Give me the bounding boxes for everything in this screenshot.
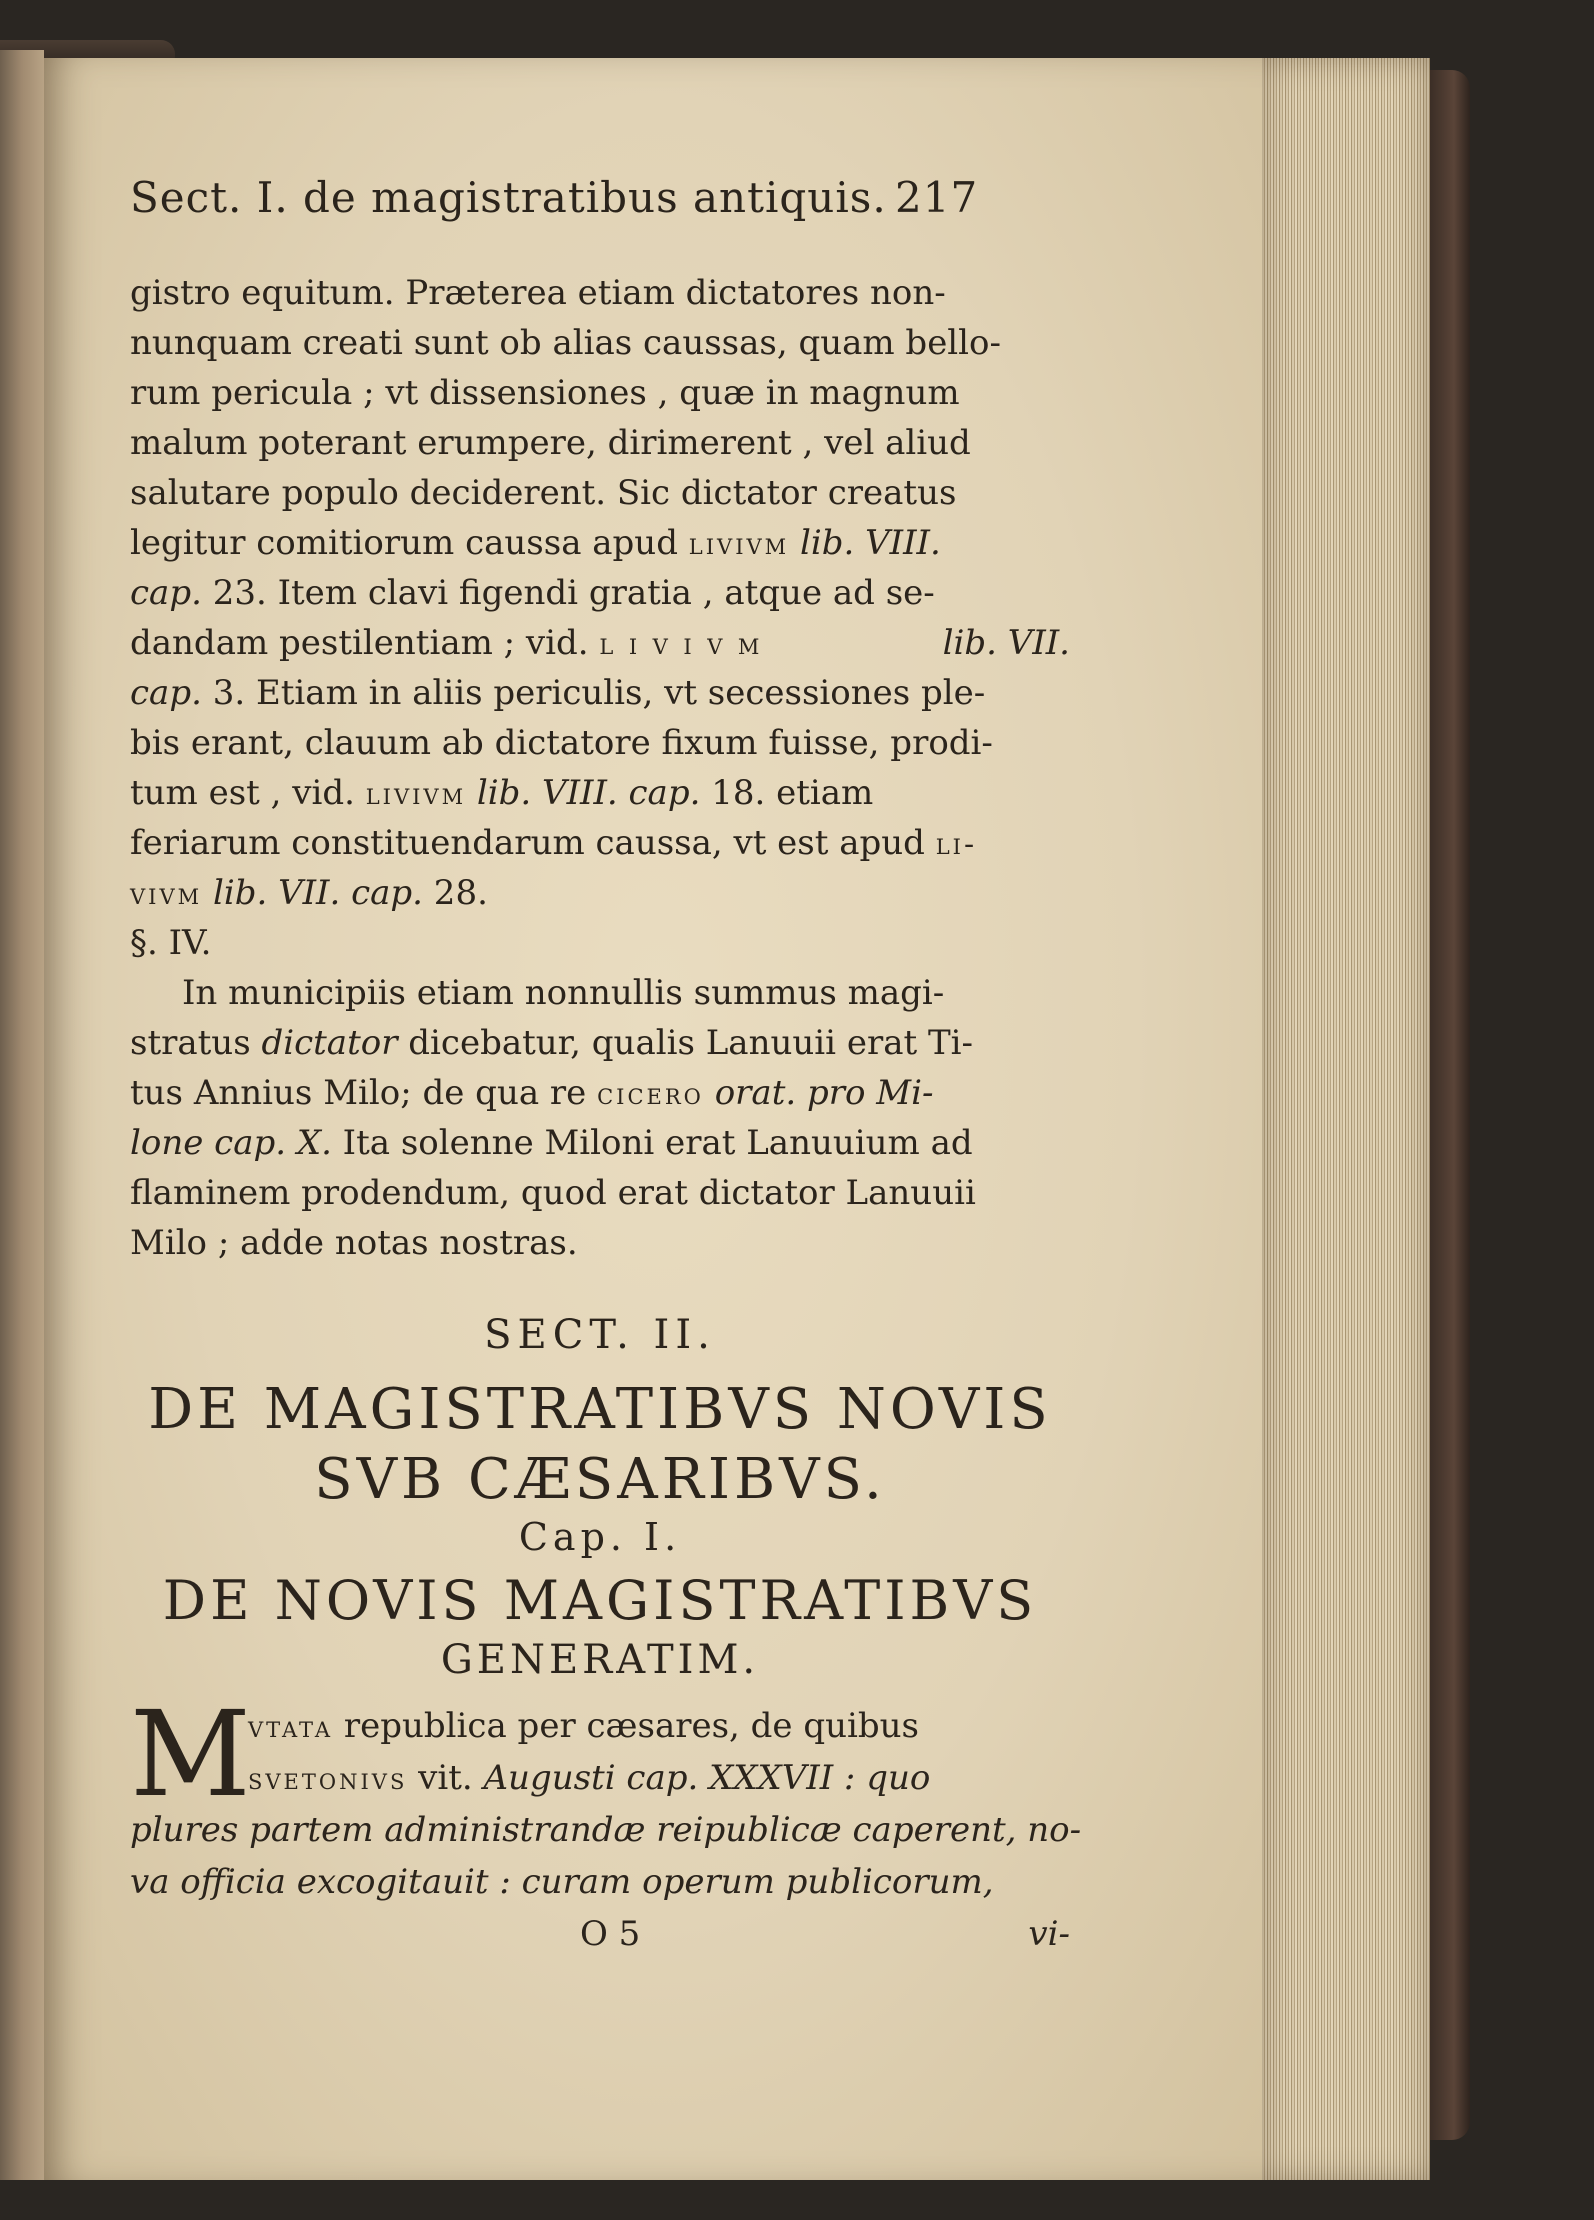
signature-mark: O 5 xyxy=(580,1914,641,1954)
page-block-edges xyxy=(1262,58,1430,2180)
text-line: plures partem administrandæ reipublicæ caperent, no- xyxy=(130,1810,1082,1850)
text-line: vtata republica per cæsares, de quibus xyxy=(248,1706,919,1746)
text-line: nunquam creati sunt ob alias caussas, quam bello- xyxy=(130,323,1002,363)
chapter-opening-paragraph xyxy=(130,1685,1082,1960)
text-line: rum pericula ; vt dissensiones , quæ in magnum xyxy=(130,373,960,413)
text-line: In municipiis etiam nonnullis summus magi- xyxy=(182,973,945,1013)
drop-capital: M xyxy=(130,1685,251,1823)
section-heading: SECT. II. xyxy=(484,1312,716,1358)
running-header-title: Sect. I. de magistratibus antiquis. xyxy=(130,173,887,222)
text-line: cap. 3. Etiam in aliis periculis, vt secessiones ple- xyxy=(130,673,986,713)
text-line: legitur comitiorum caussa apud livivm lib. VIII. xyxy=(130,523,941,563)
chapter-heading: Cap. I. xyxy=(518,1515,682,1559)
text-line: lone cap. X. Ita solenne Miloni erat Lanuuium ad xyxy=(130,1123,973,1163)
paragraph-section-1 xyxy=(130,268,1070,1268)
chapter-title: DE NOVIS MAGISTRATIBVS GENERATIM. xyxy=(162,1569,1038,1683)
text-line: tus Annius Milo; de qua re cicero orat. pro Mi- xyxy=(130,1073,934,1113)
text-line: gistro equitum. Præterea etiam dictatores non- xyxy=(130,273,946,313)
text-line: Milo ; adde notas nostras. xyxy=(130,1223,578,1263)
text-line: tum est , vid. livivm lib. VIII. cap. 18. etiam xyxy=(130,773,874,813)
running-header xyxy=(130,170,1070,226)
page-number: 217 xyxy=(895,173,979,222)
book-cover-right xyxy=(1430,70,1470,2140)
text-line: svetonivs vit. Augusti cap. XXXVII : quo xyxy=(248,1758,931,1798)
facing-page-edge xyxy=(0,50,44,2180)
text-line: stratus dictator dicebatur, qualis Lanuuii erat Ti- xyxy=(130,1023,973,1063)
text-line: bis erant, clauum ab dictatore fixum fuisse, prodi- xyxy=(130,723,993,763)
section-mark: §. IV. xyxy=(130,923,212,963)
text-line: malum poterant erumpere, dirimerent , vel aliud xyxy=(130,423,971,463)
catchword: vi- xyxy=(1028,1914,1070,1954)
text-line: flaminem prodendum, quod erat dictator Lanuuii xyxy=(130,1173,976,1213)
text-line: salutare populo deciderent. Sic dictator creatus xyxy=(130,473,957,513)
text-line: cap. 23. Item clavi figendi gratia , atque ad se- xyxy=(130,573,935,613)
text-line: va officia excogitauit : curam operum publicorum, xyxy=(130,1862,994,1902)
section-title: DE MAGISTRATIBVS NOVIS SVB CÆSARIBVS. xyxy=(148,1377,1052,1512)
page-footer xyxy=(130,1908,1070,1960)
text-line: feriarum constituendarum caussa, vt est apud li- xyxy=(130,823,978,863)
text-line: vivm lib. VII. cap. 28. xyxy=(130,873,488,913)
text-line: dandam pestilentiam ; vid. l i v i v m lib. VII. xyxy=(130,623,1070,663)
